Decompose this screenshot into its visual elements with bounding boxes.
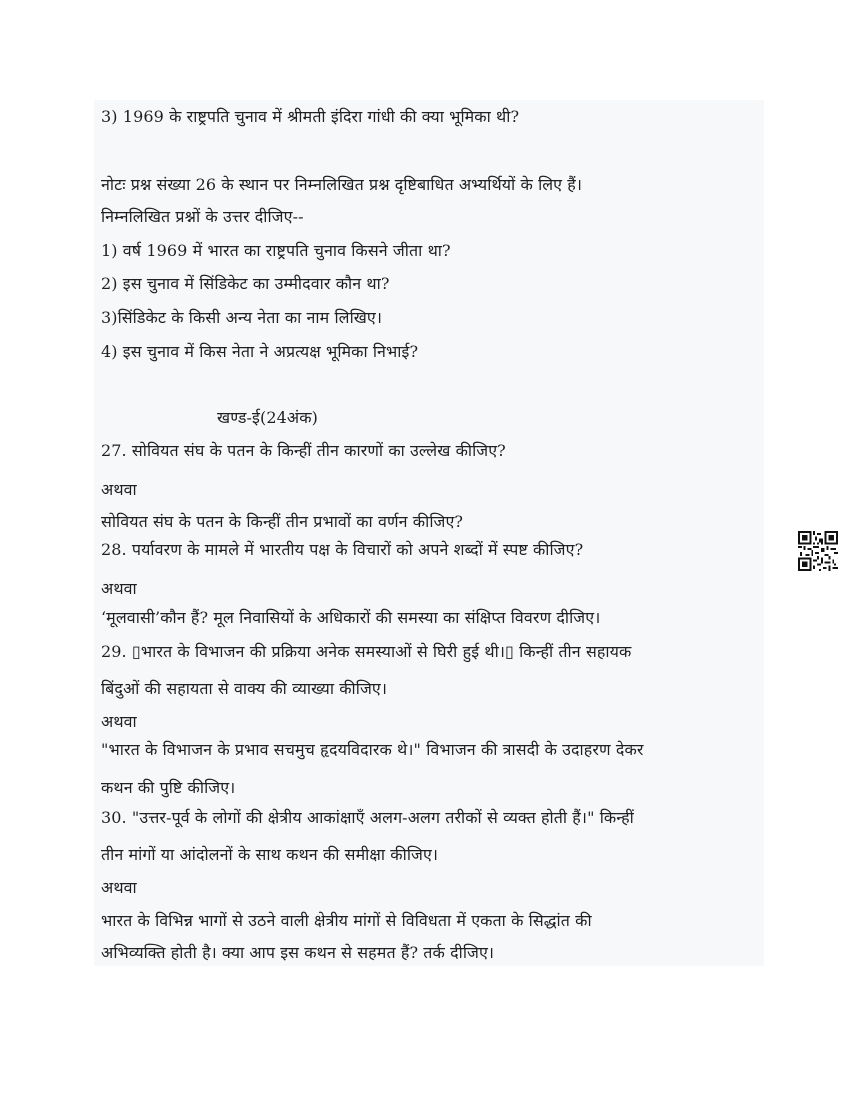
alt-q-1: 1) वर्ष 1969 में भारत का राष्ट्रपति चुनाव किसने जीता था?	[101, 241, 451, 260]
q29-line-1: 29. ▯भारत के विभाजन की प्रक्रिया अनेक समस्याओं से घिरी हुई थी।▯ किन्हीं तीन सहायक	[101, 642, 632, 661]
page-sheet	[94, 100, 764, 966]
q27-alt: सोवियत संघ के पतन के किन्हीं तीन प्रभावों का वर्णन कीजिए?	[101, 512, 464, 531]
instruction-line: निम्नलिखित प्रश्नों के उत्तर दीजिए--	[101, 207, 304, 226]
q29-alt-line-1: "भारत के विभाजन के प्रभाव सचमुच हृदयविदारक थे।" विभाजन की त्रासदी के उदाहरण देकर	[101, 740, 644, 759]
athva-30: अथवा	[101, 878, 137, 897]
q30-alt-line-1: भारत के विभिन्न भागों से उठने वाली क्षेत्रीय मांगों से विविधता में एकता के सिद्धांत की	[101, 911, 592, 930]
alt-q-3: 3)सिंडिकेट के किसी अन्य नेता का नाम लिखिए।	[101, 308, 383, 327]
athva-29: अथवा	[101, 712, 137, 731]
q30-line-1: 30. "उत्तर-पूर्व के लोगों की क्षेत्रीय आकांक्षाएँ अलग-अलग तरीकों से व्यक्त होती हैं।" किन्हीं	[101, 808, 634, 827]
section-heading: खण्ड-ई(24अंक)	[217, 408, 318, 427]
alt-q-2: 2) इस चुनाव में सिंडिकेट का उम्मीदवार कौन था?	[101, 274, 390, 293]
q29-line-2: बिंदुओं की सहायता से वाक्य की व्याख्या कीजिए।	[101, 679, 388, 698]
athva-28: अथवा	[101, 579, 137, 598]
q30-line-2: तीन मांगों या आंदोलनों के साथ कथन की समीक्षा कीजिए।	[101, 845, 439, 864]
alt-q-4: 4) इस चुनाव में किस नेता ने अप्रत्यक्ष भूमिका निभाई?	[101, 342, 419, 361]
q30-alt-line-2: अभिव्यक्ति होती है। क्या आप इस कथन से सहमत हैं? तर्क दीजिए।	[101, 943, 495, 962]
q28-alt: ‘मूलवासी’कौन हैं? मूल निवासियों के अधिकारों की समस्या का संक्षिप्त विवरण दीजिए।	[101, 608, 601, 627]
q26-sub-3: 3) 1969 के राष्ट्रपति चुनाव में श्रीमती इंदिरा गांधी की क्या भूमिका थी?	[101, 107, 520, 126]
athva-27: अथवा	[101, 480, 137, 499]
qr-code-icon	[798, 531, 838, 571]
q28: 28. पर्यावरण के मामले में भारतीय पक्ष के विचारों को अपने शब्दों में स्पष्ट कीजिए?	[101, 540, 584, 559]
q27: 27. सोवियत संघ के पतन के किन्हीं तीन कारणों का उल्लेख कीजिए?	[101, 441, 506, 460]
note-line: नोटः प्रश्न संख्या 26 के स्थान पर निम्नलिखित प्रश्न दृष्टिबाधित अभ्यर्थियों के लिए हैं।	[101, 175, 583, 194]
q29-alt-line-2: कथन की पुष्टि कीजिए।	[101, 778, 236, 797]
